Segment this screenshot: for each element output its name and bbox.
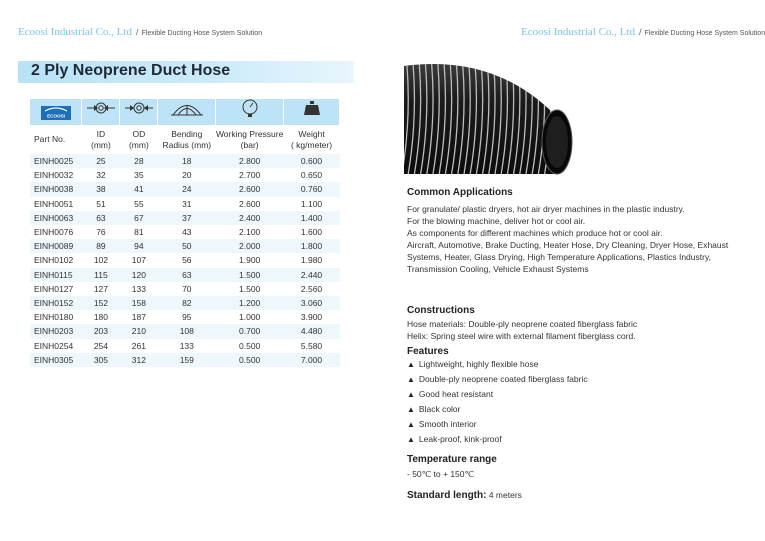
column-header-part-no: Part No. [34, 134, 66, 144]
cell-working-pressure: 0.500 [216, 339, 284, 353]
table-row [30, 296, 340, 310]
column-header-od: OD (mm) [128, 128, 149, 150]
cell-id: 254 [82, 339, 120, 353]
column-header-working-pressure: Working Pressure (bar) [215, 128, 284, 150]
cell-working-pressure: 2.700 [216, 168, 284, 182]
cell-bending-radius: 50 [158, 239, 216, 253]
feature-item [407, 417, 588, 432]
cell-bending-radius: 43 [158, 225, 216, 239]
cell-weight: 1.800 [284, 239, 340, 253]
cell-part-no: EINH0152 [30, 296, 82, 310]
cell-weight: 1.400 [284, 211, 340, 225]
feature-text: Leak-proof, kink-proof [418, 434, 502, 444]
cell-id: 102 [82, 253, 120, 267]
column-header-bending-radius: Bending Radius (mm) [162, 128, 212, 150]
table-row [30, 154, 340, 168]
page-header-left [18, 26, 262, 38]
cell-part-no: EINH0203 [30, 324, 82, 338]
cell-od: 210 [120, 324, 158, 338]
features-title: Features [407, 346, 449, 357]
standard-length-value: 4 meters [488, 490, 522, 500]
duct-hose-image [404, 54, 590, 174]
cell-working-pressure: 1.500 [216, 268, 284, 282]
cell-weight: 1.980 [284, 253, 340, 267]
cell-id: 203 [82, 324, 120, 338]
cell-weight: 2.440 [284, 268, 340, 282]
cell-weight: 3.900 [284, 310, 340, 324]
cell-bending-radius: 159 [158, 353, 216, 367]
triangle-bullet-icon: ▲ [407, 390, 415, 399]
feature-text: Smooth interior [418, 419, 477, 429]
cell-working-pressure: 1.500 [216, 282, 284, 296]
cell-bending-radius: 63 [158, 268, 216, 282]
cell-od: 120 [120, 268, 158, 282]
page-header-right [521, 26, 765, 38]
cell-weight: 1.100 [284, 197, 340, 211]
pressure-gauge-icon [216, 99, 284, 125]
cell-od: 28 [120, 154, 158, 168]
table-row [30, 182, 340, 196]
table-row [30, 225, 340, 239]
feature-text: Good heat resistant [418, 389, 494, 399]
cell-id: 38 [82, 182, 120, 196]
triangle-bullet-icon: ▲ [407, 375, 415, 384]
cell-working-pressure: 2.800 [216, 154, 284, 168]
cell-part-no: EINH0089 [30, 239, 82, 253]
cell-working-pressure: 2.100 [216, 225, 284, 239]
company-name: Ecoosi Industrial Co., Ltd [521, 26, 635, 38]
product-title: 2 Ply Neoprene Duct Hose [31, 62, 231, 79]
feature-text: Double-ply neoprene coated fiberglass fabric [418, 374, 588, 384]
cell-part-no: EINH0115 [30, 268, 82, 282]
table-row [30, 282, 340, 296]
cell-od: 55 [120, 197, 158, 211]
feature-item [407, 432, 588, 447]
cell-weight: 5.580 [284, 339, 340, 353]
features-list [407, 357, 588, 447]
cell-od: 158 [120, 296, 158, 310]
product-photo [404, 54, 590, 174]
cell-id: 51 [82, 197, 120, 211]
cell-od: 107 [120, 253, 158, 267]
cell-part-no: EINH0032 [30, 168, 82, 182]
applications-body [407, 203, 742, 275]
cell-working-pressure: 2.000 [216, 239, 284, 253]
applications-line: For the blowing machine, deliver hot or cool air. [407, 216, 586, 226]
header-separator: / [135, 27, 139, 37]
table-row [30, 339, 340, 353]
cell-bending-radius: 56 [158, 253, 216, 267]
applications-title: Common Applications [407, 187, 513, 198]
table-icon-row [30, 99, 340, 125]
company-name: Ecoosi Industrial Co., Ltd [18, 26, 132, 38]
cell-bending-radius: 108 [158, 324, 216, 338]
cell-id: 89 [82, 239, 120, 253]
table-header-row [30, 125, 340, 154]
cell-od: 187 [120, 310, 158, 324]
cell-weight: 3.060 [284, 296, 340, 310]
cell-bending-radius: 24 [158, 182, 216, 196]
cell-id: 305 [82, 353, 120, 367]
cell-id: 63 [82, 211, 120, 225]
cell-part-no: EINH0305 [30, 353, 82, 367]
table-row [30, 253, 340, 267]
table-row [30, 197, 340, 211]
cell-weight: 4.480 [284, 324, 340, 338]
cell-part-no: EINH0025 [30, 154, 82, 168]
cell-od: 94 [120, 239, 158, 253]
cell-working-pressure: 0.700 [216, 324, 284, 338]
cell-bending-radius: 95 [158, 310, 216, 324]
cell-od: 35 [120, 168, 158, 182]
table-row [30, 168, 340, 182]
constructions-body [407, 318, 742, 342]
cell-bending-radius: 18 [158, 154, 216, 168]
header-tagline: Flexible Ducting Hose System Solution [644, 30, 765, 37]
bending-radius-icon [158, 99, 216, 125]
header-separator: / [638, 27, 642, 37]
cell-bending-radius: 70 [158, 282, 216, 296]
cell-weight: 0.650 [284, 168, 340, 182]
column-header-id: ID (mm) [91, 128, 111, 150]
spec-table [30, 99, 340, 367]
cell-weight: 2.560 [284, 282, 340, 296]
cell-part-no: EINH0127 [30, 282, 82, 296]
triangle-bullet-icon: ▲ [407, 405, 415, 414]
cell-part-no: EINH0180 [30, 310, 82, 324]
cell-id: 152 [82, 296, 120, 310]
cell-working-pressure: 0.500 [216, 353, 284, 367]
svg-text:ECOOSI: ECOOSI [46, 113, 65, 119]
cell-id: 25 [82, 154, 120, 168]
feature-item [407, 357, 588, 372]
column-header-weight: Weight ( kg/meter) [290, 128, 333, 150]
cell-weight: 1.600 [284, 225, 340, 239]
cell-working-pressure: 1.900 [216, 253, 284, 267]
applications-line: For granulate/ plastic dryers, hot air dryer machines in the plastic industry. [407, 204, 685, 214]
product-title-banner [18, 61, 354, 83]
cell-bending-radius: 82 [158, 296, 216, 310]
table-row [30, 239, 340, 253]
applications-line: As components for different machines which produce hot or cool air. [407, 228, 663, 238]
constructions-line: Hose materials: Double-ply neoprene coated fiberglass fabric [407, 319, 638, 329]
feature-text: Lightweight, highly flexible hose [418, 359, 539, 369]
feature-item [407, 387, 588, 402]
cell-od: 41 [120, 182, 158, 196]
cell-part-no: EINH0051 [30, 197, 82, 211]
cell-bending-radius: 133 [158, 339, 216, 353]
triangle-bullet-icon: ▲ [407, 435, 415, 444]
triangle-bullet-icon: ▲ [407, 360, 415, 369]
ecoosi-logo-icon [41, 106, 71, 120]
table-row [30, 268, 340, 282]
table-row [30, 211, 340, 225]
standard-length-label: Standard length: [407, 490, 487, 501]
cell-od: 312 [120, 353, 158, 367]
brand-logo [30, 99, 82, 125]
feature-item [407, 372, 588, 387]
cell-weight: 0.760 [284, 182, 340, 196]
weight-icon [284, 99, 340, 125]
header-tagline: Flexible Ducting Hose System Solution [141, 30, 263, 37]
cell-working-pressure: 2.400 [216, 211, 284, 225]
cell-od: 261 [120, 339, 158, 353]
cell-part-no: EINH0038 [30, 182, 82, 196]
cell-part-no: EINH0076 [30, 225, 82, 239]
temperature-title: Temperature range [407, 454, 497, 465]
cell-od: 133 [120, 282, 158, 296]
cell-working-pressure: 2.600 [216, 182, 284, 196]
table-row [30, 353, 340, 367]
cell-working-pressure: 1.200 [216, 296, 284, 310]
cell-bending-radius: 31 [158, 197, 216, 211]
cell-od: 67 [120, 211, 158, 225]
outer-diameter-icon [120, 99, 158, 125]
cell-working-pressure: 1.000 [216, 310, 284, 324]
inner-diameter-icon [82, 99, 120, 125]
cell-id: 180 [82, 310, 120, 324]
cell-id: 32 [82, 168, 120, 182]
cell-id: 76 [82, 225, 120, 239]
cell-id: 127 [82, 282, 120, 296]
cell-part-no: EINH0254 [30, 339, 82, 353]
standard-length [407, 489, 522, 502]
cell-bending-radius: 37 [158, 211, 216, 225]
feature-item [407, 402, 588, 417]
cell-part-no: EINH0063 [30, 211, 82, 225]
table-row [30, 310, 340, 324]
applications-line: Aircraft, Automotive, Brake Ducting, Heater Hose, Dry Cleaning, Dryer Hose, Exhaust Systems, Heater, Glass Drying, High Temperature Applications, Plastics Industry, Transmission Cooling, Vehicle Exhaust Systems [407, 240, 729, 274]
cell-working-pressure: 2.600 [216, 197, 284, 211]
cell-bending-radius: 20 [158, 168, 216, 182]
temperature-value: - 50℃ to + 150℃ [407, 469, 475, 479]
cell-od: 81 [120, 225, 158, 239]
feature-text: Black color [418, 404, 461, 414]
table-row [30, 324, 340, 338]
cell-id: 115 [82, 268, 120, 282]
triangle-bullet-icon: ▲ [407, 420, 415, 429]
cell-weight: 7.000 [284, 353, 340, 367]
constructions-line: Helix: Spring steel wire with external filament fiberglass cord. [407, 331, 636, 341]
cell-weight: 0.600 [284, 154, 340, 168]
constructions-title: Constructions [407, 305, 475, 316]
cell-part-no: EINH0102 [30, 253, 82, 267]
